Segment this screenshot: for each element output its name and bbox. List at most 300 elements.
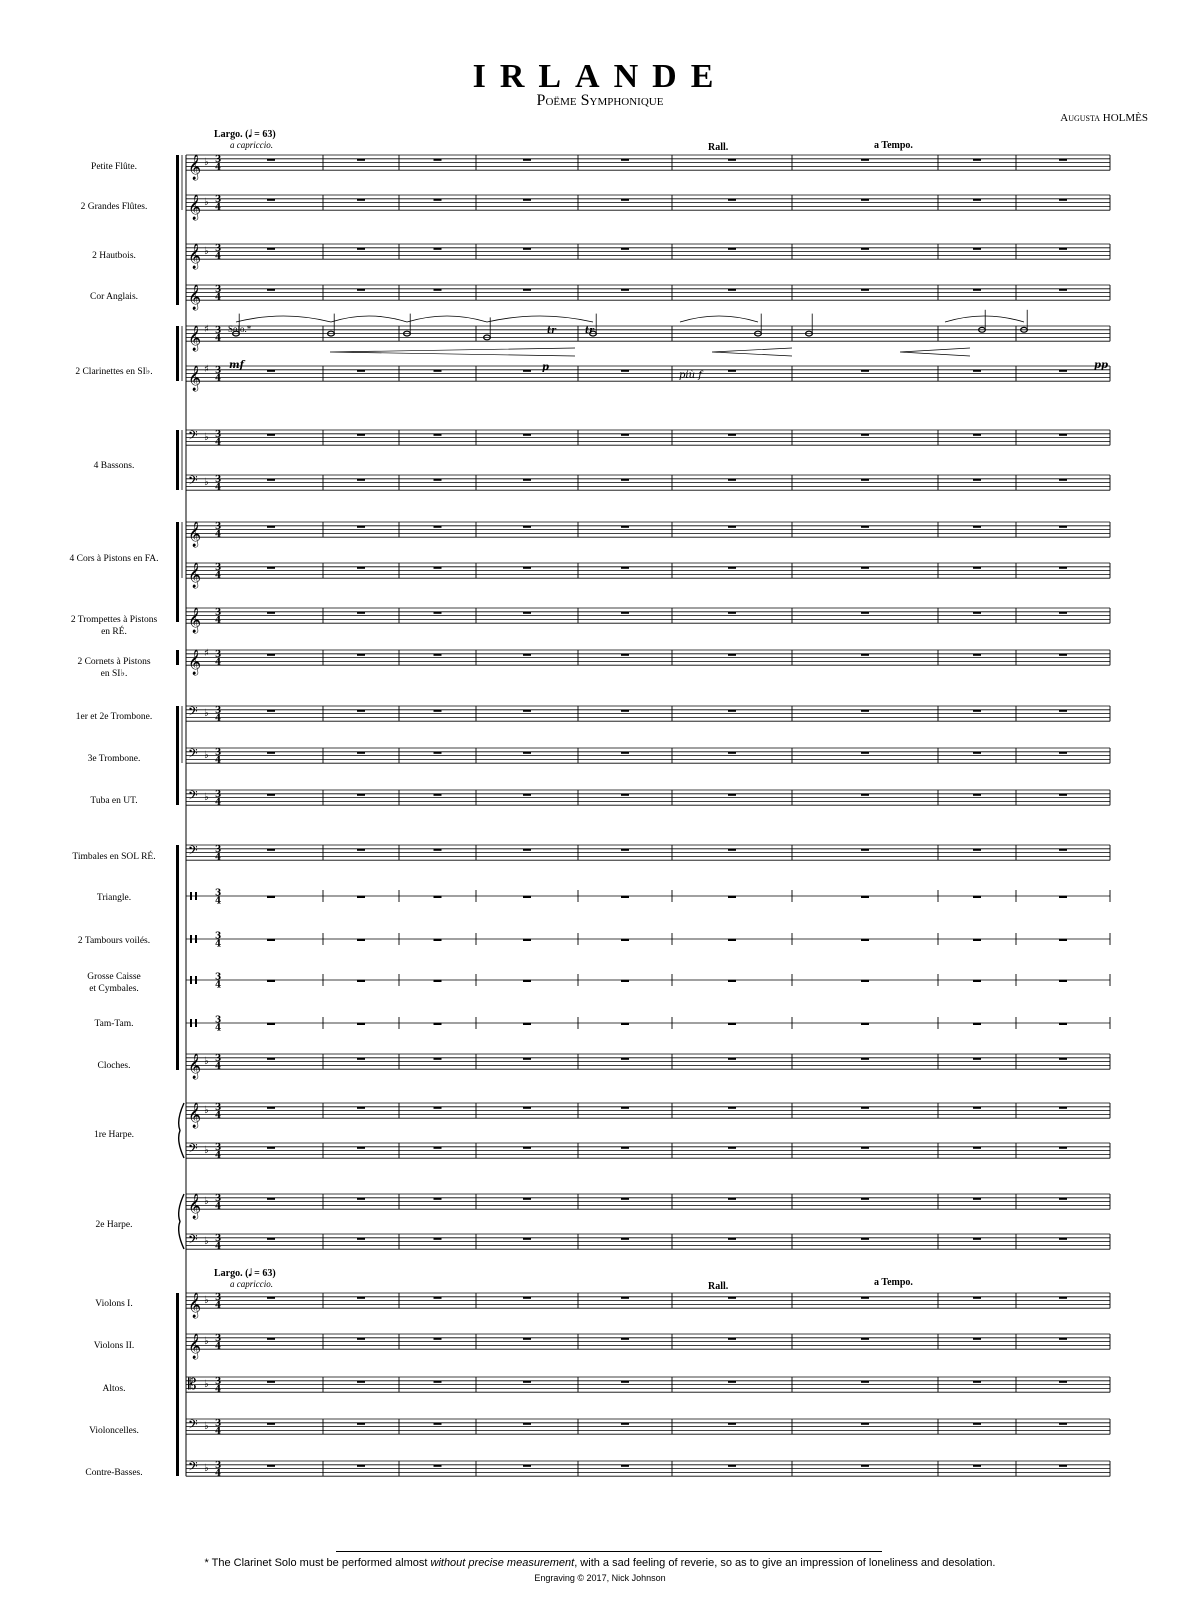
whole-rest xyxy=(267,567,275,569)
time-sig-top: 3 xyxy=(215,1334,222,1345)
clef: 𝄢 xyxy=(188,1459,198,1477)
perc-clef-bar xyxy=(190,1019,192,1027)
time-sig-bottom: 4 xyxy=(215,1385,222,1396)
whole-rest xyxy=(267,1107,275,1109)
instr-grosse-caisse-line2: et Cymbales. xyxy=(89,984,139,994)
tempo-largo-text-strings: Largo. (𝅗𝅥 = 63) xyxy=(214,1268,276,1279)
key-flat: ♭ xyxy=(204,1105,209,1116)
whole-rest xyxy=(728,980,736,982)
clef: 𝄢 xyxy=(188,1232,198,1250)
instr-label-contrebasses: Contre-Basses. xyxy=(85,1468,143,1478)
time-sig-top: 3 xyxy=(215,748,222,759)
whole-rest xyxy=(357,434,365,436)
whole-rest xyxy=(861,896,869,898)
clef: 𝄞 xyxy=(188,1054,202,1080)
whole-rest xyxy=(523,1023,531,1025)
whole-rest xyxy=(523,1147,531,1149)
whole-rest xyxy=(434,289,442,291)
time-sig-bottom: 4 xyxy=(215,1301,222,1312)
time-sig-bottom: 4 xyxy=(215,756,222,767)
whole-rest xyxy=(434,159,442,161)
whole-rest xyxy=(861,1107,869,1109)
dyn-p: p xyxy=(542,362,549,373)
staff-4 xyxy=(186,324,1110,351)
group-bracket xyxy=(176,430,179,490)
whole-rest xyxy=(861,1423,869,1425)
staff-12 xyxy=(186,704,1110,724)
solo-slur xyxy=(407,316,487,322)
time-sig-top: 3 xyxy=(215,1194,222,1205)
whole-rest xyxy=(267,248,275,250)
whole-rest xyxy=(973,159,981,161)
whole-rest xyxy=(1059,1023,1067,1025)
whole-rest xyxy=(357,1465,365,1467)
whole-rest xyxy=(728,567,736,569)
time-sig-bottom: 4 xyxy=(215,530,222,541)
whole-rest xyxy=(728,248,736,250)
whole-rest xyxy=(434,1297,442,1299)
whole-rest xyxy=(621,1023,629,1025)
key-flat: ♭ xyxy=(204,1145,209,1156)
whole-rest xyxy=(973,526,981,528)
time-sig-bottom: 4 xyxy=(215,1111,222,1122)
key-flat: ♭ xyxy=(204,1379,209,1390)
perc-clef-bar xyxy=(195,892,197,900)
whole-rest xyxy=(861,199,869,201)
time-sig-bottom: 4 xyxy=(215,1342,222,1353)
instr-cornets-line2: en SI♭. xyxy=(100,669,128,679)
whole-rest xyxy=(434,1107,442,1109)
footnote-italic: without precise measurement xyxy=(430,1557,575,1569)
whole-rest xyxy=(621,1465,629,1467)
whole-rest xyxy=(861,654,869,656)
whole-rest xyxy=(861,1238,869,1240)
whole-rest xyxy=(357,1381,365,1383)
whole-rest xyxy=(1059,289,1067,291)
whole-rest xyxy=(1059,434,1067,436)
clef: 𝄞 xyxy=(188,1194,202,1220)
time-sig-top: 3 xyxy=(215,430,222,441)
whole-rest xyxy=(621,896,629,898)
instr-label-timbales: Timbales en SOL RÉ. xyxy=(72,852,156,862)
time-sig-top: 3 xyxy=(215,790,222,801)
whole-rest xyxy=(523,1423,531,1425)
time-sig-top: 3 xyxy=(215,888,222,899)
staff-26 xyxy=(186,1333,1110,1359)
instr-label-harpe-1: 1re Harpe. xyxy=(93,1130,135,1140)
whole-rest xyxy=(728,896,736,898)
whole-rest xyxy=(621,567,629,569)
time-sig-bottom: 4 xyxy=(215,438,222,449)
solo-slur xyxy=(236,316,331,322)
whole-rest xyxy=(728,1297,736,1299)
whole-rest xyxy=(973,654,981,656)
whole-rest xyxy=(1059,1058,1067,1060)
instr-label-altos: Altos. xyxy=(102,1384,126,1394)
time-sig-top: 3 xyxy=(215,366,222,377)
whole-rest xyxy=(861,710,869,712)
whole-rest xyxy=(267,1238,275,1240)
whole-rest xyxy=(621,849,629,851)
time-sig-top: 3 xyxy=(215,1377,222,1388)
clef: 𝄡 xyxy=(188,1375,197,1393)
whole-rest xyxy=(357,794,365,796)
time-sig-top: 3 xyxy=(215,1293,222,1304)
staff-19 xyxy=(186,1016,1110,1034)
whole-rest xyxy=(434,612,442,614)
whole-rest xyxy=(1059,794,1067,796)
footnote-suffix: , with a sad feeling of reverie, so as to give an impression of loneliness and desolation. xyxy=(574,1557,996,1569)
whole-rest xyxy=(728,1465,736,1467)
whole-rest xyxy=(357,1338,365,1340)
group-bracket xyxy=(176,845,179,1070)
whole-rest xyxy=(267,1147,275,1149)
clef: 𝄢 xyxy=(188,704,198,722)
key-flat: ♭ xyxy=(204,432,209,443)
whole-rest xyxy=(357,370,365,372)
whole-rest xyxy=(267,752,275,754)
whole-rest xyxy=(728,159,736,161)
whole-rest xyxy=(1059,199,1067,201)
key-flat: ♭ xyxy=(204,1196,209,1207)
clef: 𝄞 xyxy=(188,522,202,548)
whole-rest xyxy=(523,289,531,291)
engraving-credit: Engraving © 2017, Nick Johnson xyxy=(534,1573,666,1583)
whole-rest xyxy=(861,849,869,851)
clef: 𝄢 xyxy=(188,473,198,491)
whole-rest xyxy=(861,289,869,291)
whole-rest xyxy=(1059,1238,1067,1240)
whole-rest xyxy=(434,199,442,201)
whole-rest xyxy=(861,248,869,250)
whole-rest xyxy=(973,479,981,481)
whole-rest xyxy=(267,794,275,796)
score-subtitle: Poëme Symphonique xyxy=(536,92,664,109)
whole-rest xyxy=(267,654,275,656)
whole-rest xyxy=(861,567,869,569)
whole-rest xyxy=(434,1023,442,1025)
staff-3 xyxy=(186,284,1110,310)
staff-18 xyxy=(186,973,1110,991)
time-sig-top: 3 xyxy=(215,706,222,717)
staff-1 xyxy=(186,194,1110,220)
time-sig-top: 3 xyxy=(215,155,222,166)
whole-rest xyxy=(621,479,629,481)
whole-rest xyxy=(973,1297,981,1299)
instr-label-harpe-2: 2e Harpe. xyxy=(95,1220,133,1230)
whole-rest xyxy=(728,1023,736,1025)
staff-15 xyxy=(186,843,1110,863)
whole-rest xyxy=(973,896,981,898)
time-sig-top: 3 xyxy=(215,972,222,983)
time-sig-top: 3 xyxy=(215,522,222,533)
time-sig-bottom: 4 xyxy=(215,616,222,627)
staff-22 xyxy=(186,1141,1110,1161)
time-sig-bottom: 4 xyxy=(215,939,222,950)
whole-rest xyxy=(434,1423,442,1425)
whole-rest xyxy=(1059,1107,1067,1109)
group-bracket xyxy=(176,522,179,622)
staff-2 xyxy=(186,243,1110,269)
whole-rest xyxy=(1059,1198,1067,1200)
whole-rest xyxy=(973,1465,981,1467)
time-sig-bottom: 4 xyxy=(215,1427,222,1438)
key-flat: ♭ xyxy=(204,1236,209,1247)
whole-rest xyxy=(728,289,736,291)
time-sig-bottom: 4 xyxy=(215,896,222,907)
whole-rest xyxy=(523,752,531,754)
whole-rest xyxy=(1059,939,1067,941)
whole-rest xyxy=(621,612,629,614)
solo-slur xyxy=(331,316,407,322)
whole-rest xyxy=(267,849,275,851)
time-sig-bottom: 4 xyxy=(215,658,222,669)
whole-rest xyxy=(728,794,736,796)
tempo-largo-text: Largo. (𝅗𝅥 = 63) xyxy=(214,129,276,140)
whole-rest xyxy=(861,159,869,161)
whole-rest xyxy=(621,654,629,656)
whole-rest xyxy=(728,612,736,614)
instr-grosse-caisse-line1: Grosse Caisse xyxy=(87,972,141,982)
whole-rest xyxy=(621,248,629,250)
instr-label-trombone-12: 1er et 2e Trombone. xyxy=(75,712,153,722)
whole-rest xyxy=(1059,1465,1067,1467)
footnote-prefix: * The Clarinet Solo must be performed almost xyxy=(204,1557,431,1569)
key-flat: ♭ xyxy=(204,157,209,168)
whole-rest xyxy=(861,1023,869,1025)
instr-trompettes-line2: en RÉ. xyxy=(101,627,127,637)
whole-rest xyxy=(861,1198,869,1200)
whole-rest xyxy=(434,654,442,656)
whole-rest xyxy=(861,370,869,372)
clef: 𝄞 xyxy=(188,326,202,352)
time-sig-top: 3 xyxy=(215,285,222,296)
whole-rest xyxy=(621,1338,629,1340)
whole-rest xyxy=(1059,1147,1067,1149)
instr-label-petite-flute: Petite Flûte. xyxy=(91,162,137,172)
group-bracket xyxy=(176,155,179,305)
tempo-atempo-top: a Tempo. xyxy=(874,140,913,151)
clef: 𝄢 xyxy=(188,1141,198,1159)
whole-rest xyxy=(357,849,365,851)
key-flat: ♭ xyxy=(204,197,209,208)
whole-rest xyxy=(1059,526,1067,528)
time-sig-bottom: 4 xyxy=(215,571,222,582)
whole-rest xyxy=(1059,654,1067,656)
clef: 𝄢 xyxy=(188,1417,198,1435)
whole-rest xyxy=(434,370,442,372)
whole-rest xyxy=(621,980,629,982)
whole-rest xyxy=(357,1238,365,1240)
whole-rest xyxy=(621,1381,629,1383)
whole-rest xyxy=(621,939,629,941)
whole-rest xyxy=(1059,479,1067,481)
whole-rest xyxy=(728,1338,736,1340)
whole-rest xyxy=(973,1338,981,1340)
time-sig-bottom: 4 xyxy=(215,714,222,725)
whole-rest xyxy=(1059,1381,1067,1383)
solo-slur xyxy=(487,316,593,322)
whole-rest xyxy=(523,1338,531,1340)
clef: 𝄞 xyxy=(188,608,202,634)
instr-label-cors: 4 Cors à Pistons en FA. xyxy=(69,554,159,564)
whole-rest xyxy=(621,794,629,796)
key-flat: ♭ xyxy=(204,477,209,488)
key-flat: ♭ xyxy=(204,792,209,803)
whole-rest xyxy=(357,752,365,754)
whole-rest xyxy=(973,1381,981,1383)
whole-rest xyxy=(523,1381,531,1383)
whole-rest xyxy=(267,434,275,436)
key-sharp: ♯ xyxy=(204,364,209,375)
whole-rest xyxy=(728,939,736,941)
whole-rest xyxy=(434,1465,442,1467)
whole-rest xyxy=(728,1107,736,1109)
whole-rest xyxy=(267,159,275,161)
whole-rest xyxy=(728,1238,736,1240)
perc-clef-bar xyxy=(195,1019,197,1027)
whole-rest xyxy=(1059,612,1067,614)
time-sig-bottom: 4 xyxy=(215,798,222,809)
whole-rest xyxy=(357,710,365,712)
clef: 𝄞 xyxy=(188,1334,202,1360)
whole-rest xyxy=(973,1423,981,1425)
perc-clef-bar xyxy=(195,976,197,984)
whole-rest xyxy=(861,980,869,982)
whole-rest xyxy=(973,199,981,201)
dyn-piu-f: più f xyxy=(679,370,702,381)
clef: 𝄢 xyxy=(188,428,198,446)
whole-rest xyxy=(621,1198,629,1200)
time-sig-bottom: 4 xyxy=(215,293,222,304)
staff-0 xyxy=(186,154,1110,180)
staff-20 xyxy=(186,1053,1110,1079)
whole-rest xyxy=(861,794,869,796)
staff-29 xyxy=(186,1459,1110,1479)
clef: 𝄢 xyxy=(188,843,198,861)
whole-rest xyxy=(1059,752,1067,754)
whole-rest xyxy=(728,1147,736,1149)
clef: 𝄞 xyxy=(188,285,202,311)
harp-brace xyxy=(179,1103,184,1158)
whole-rest xyxy=(523,1238,531,1240)
whole-rest xyxy=(357,896,365,898)
whole-rest xyxy=(973,1238,981,1240)
whole-rest xyxy=(267,370,275,372)
whole-rest xyxy=(861,434,869,436)
whole-rest xyxy=(267,1023,275,1025)
clef: 𝄞 xyxy=(188,195,202,221)
whole-rest xyxy=(523,849,531,851)
instr-label-cor-anglais: Cor Anglais. xyxy=(89,292,139,302)
footnote xyxy=(0,1557,1200,1569)
whole-rest xyxy=(267,289,275,291)
whole-rest xyxy=(523,567,531,569)
whole-rest xyxy=(434,248,442,250)
whole-rest xyxy=(434,794,442,796)
clef: 𝄞 xyxy=(188,244,202,270)
whole-rest xyxy=(973,567,981,569)
whole-rest xyxy=(861,526,869,528)
key-sharp: ♯ xyxy=(204,648,209,659)
staff-27 xyxy=(186,1375,1110,1395)
time-sig-top: 3 xyxy=(215,1015,222,1026)
whole-rest xyxy=(973,710,981,712)
whole-rest xyxy=(973,849,981,851)
tempo-rall-strings: Rall. xyxy=(708,1281,729,1292)
whole-rest xyxy=(621,1423,629,1425)
whole-rest xyxy=(434,980,442,982)
group-bracket xyxy=(176,706,179,805)
whole-rest xyxy=(357,1198,365,1200)
staff-23 xyxy=(186,1193,1110,1219)
instr-label-grandes-flutes: 2 Grandes Flûtes. xyxy=(80,202,148,212)
instr-label-cloches: Cloches. xyxy=(97,1061,131,1071)
whole-rest xyxy=(728,479,736,481)
instr-label-violons-1: Violons I. xyxy=(95,1299,133,1309)
whole-rest xyxy=(523,980,531,982)
whole-rest xyxy=(861,612,869,614)
time-sig-top: 3 xyxy=(215,1461,222,1472)
whole-rest xyxy=(1059,567,1067,569)
time-sig-bottom: 4 xyxy=(215,374,222,385)
perc-clef-bar xyxy=(190,892,192,900)
whole-rest xyxy=(973,1023,981,1025)
whole-rest xyxy=(267,710,275,712)
whole-rest xyxy=(621,1147,629,1149)
whole-rest xyxy=(267,1297,275,1299)
whole-rest xyxy=(523,1058,531,1060)
time-sig-top: 3 xyxy=(215,1143,222,1154)
trill-2: tr xyxy=(585,326,594,336)
hairpin xyxy=(712,348,792,356)
instr-label-violoncelles: Violoncelles. xyxy=(89,1426,139,1436)
whole-rest xyxy=(523,939,531,941)
whole-rest xyxy=(267,612,275,614)
time-sig-bottom: 4 xyxy=(215,1023,222,1034)
whole-rest xyxy=(434,1238,442,1240)
staff-13 xyxy=(186,746,1110,766)
key-flat: ♭ xyxy=(204,1463,209,1474)
instr-label-tuba: Tuba en UT. xyxy=(90,796,138,806)
whole-rest xyxy=(861,1058,869,1060)
time-sig-top: 3 xyxy=(215,244,222,255)
staff-6 xyxy=(186,428,1110,448)
whole-rest xyxy=(728,654,736,656)
trill-1: tr xyxy=(547,326,556,336)
whole-rest xyxy=(434,567,442,569)
whole-rest xyxy=(523,1297,531,1299)
whole-rest xyxy=(621,1297,629,1299)
whole-rest xyxy=(357,980,365,982)
whole-rest xyxy=(621,199,629,201)
whole-rest xyxy=(861,1465,869,1467)
whole-rest xyxy=(973,752,981,754)
whole-rest xyxy=(621,159,629,161)
clef: 𝄞 xyxy=(188,563,202,589)
whole-rest xyxy=(1059,980,1067,982)
key-flat: ♭ xyxy=(204,246,209,257)
whole-rest xyxy=(434,896,442,898)
time-sig-bottom: 4 xyxy=(215,1151,222,1162)
time-sig-bottom: 4 xyxy=(215,1469,222,1480)
whole-rest xyxy=(728,1423,736,1425)
solo-slur xyxy=(680,316,758,322)
whole-rest xyxy=(267,526,275,528)
whole-rest xyxy=(523,199,531,201)
time-sig-top: 3 xyxy=(215,845,222,856)
clef: 𝄞 xyxy=(188,650,202,676)
